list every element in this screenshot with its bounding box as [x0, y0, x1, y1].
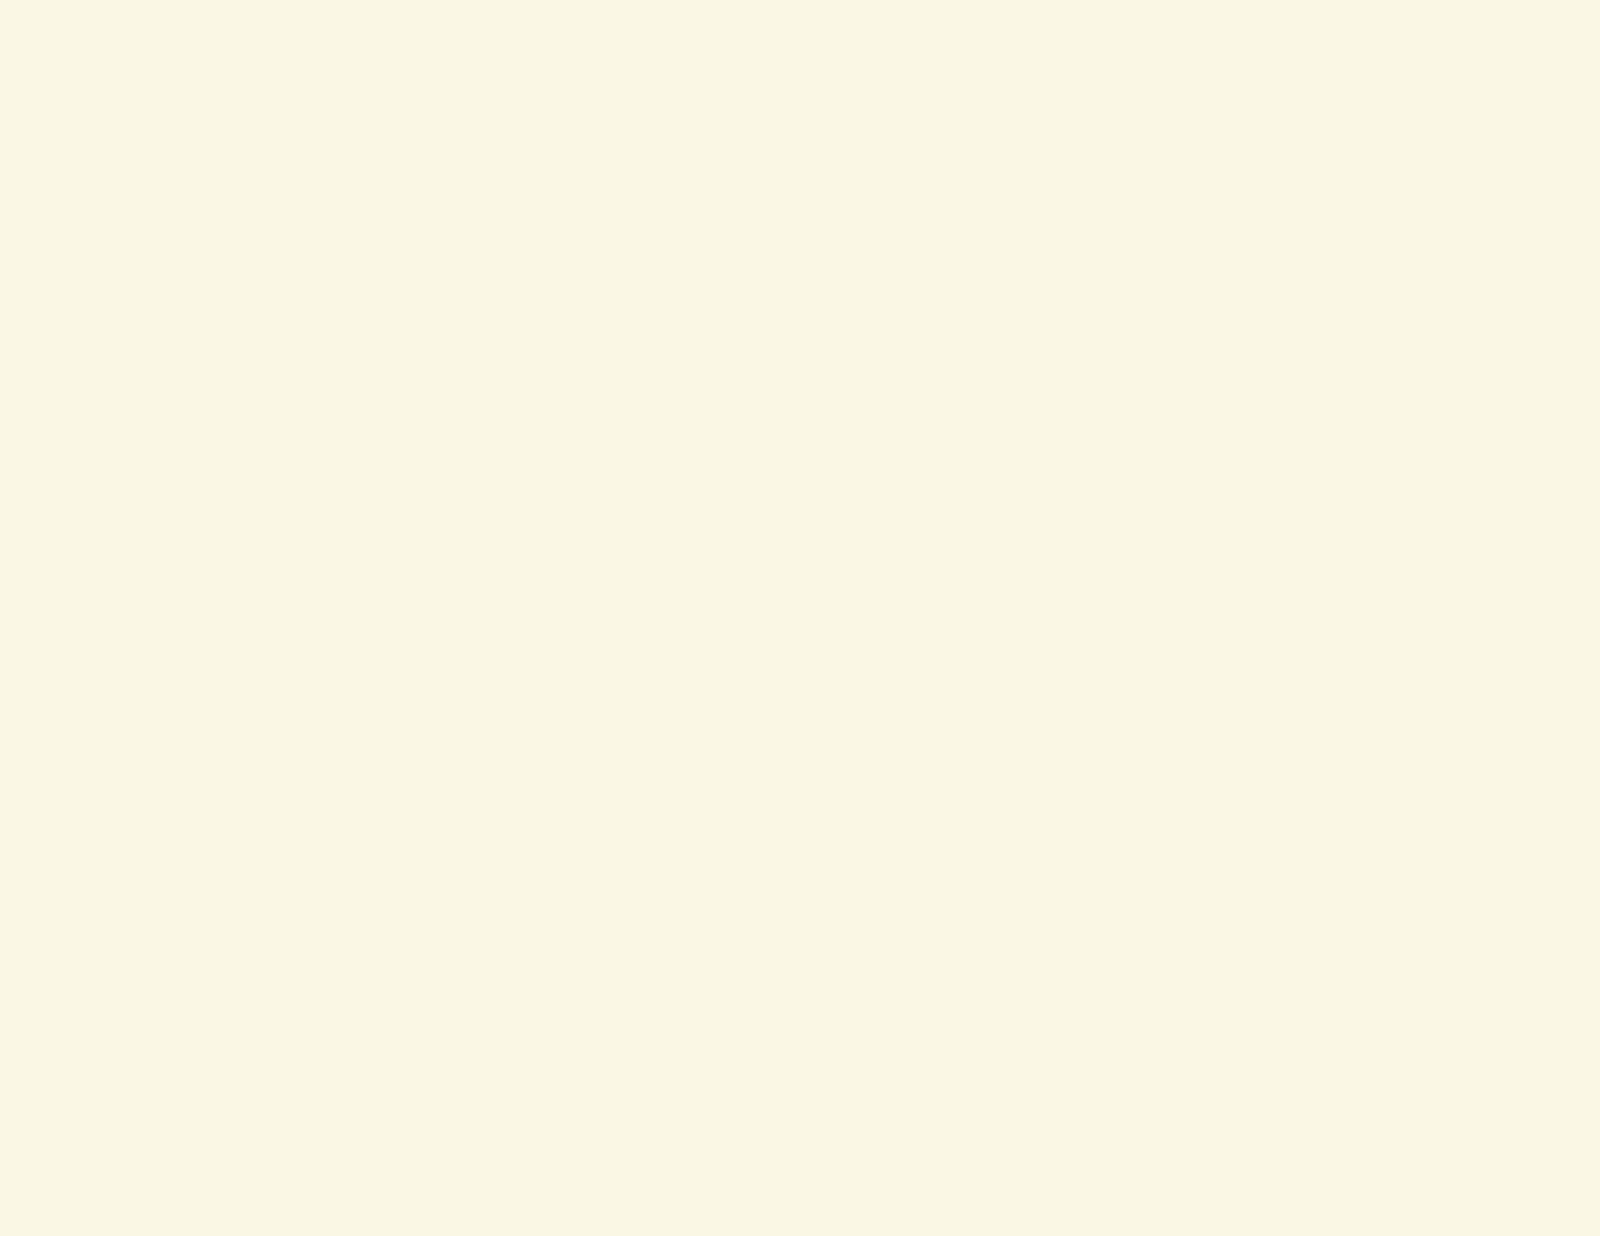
page-number	[720, 36, 880, 92]
